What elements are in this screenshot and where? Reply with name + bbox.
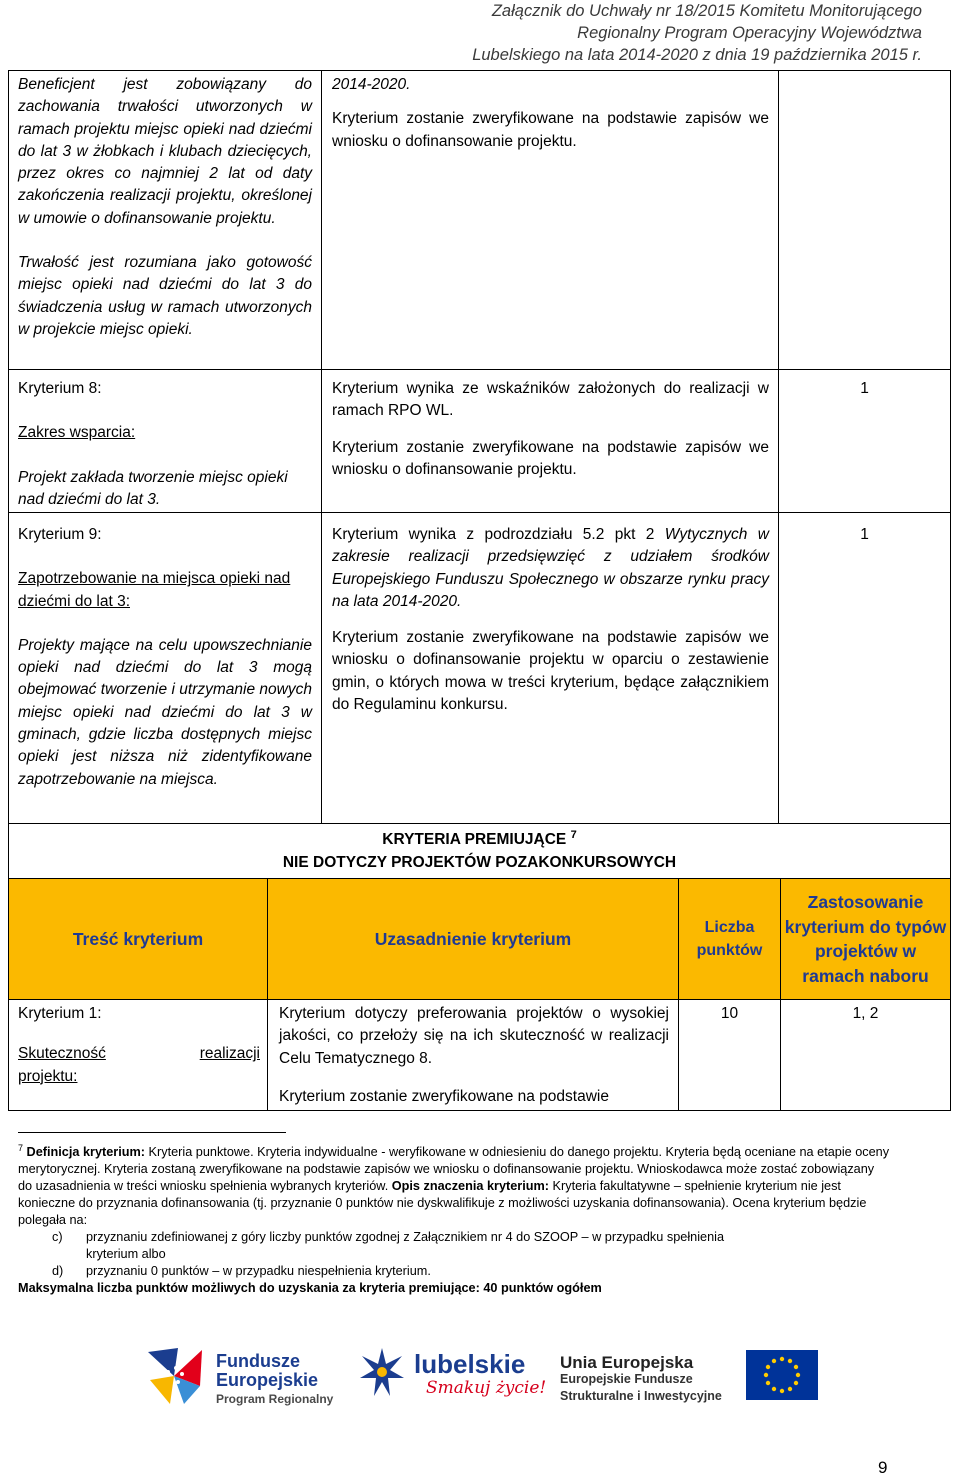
top-row-mid-p1: 2014-2020. bbox=[332, 76, 411, 93]
premium-border-right bbox=[950, 824, 951, 1111]
kryterium-8-left-cell bbox=[18, 378, 312, 511]
kryterium-9-subtitle: Zapotrzebowanie na miejsca opieki nad dziećmi do lat 3: bbox=[18, 570, 291, 610]
kryterium-9-mid-p1 bbox=[332, 524, 769, 613]
fundusze-logo-line-3: Program Regionalny bbox=[216, 1392, 334, 1406]
premium-row-1-title: Kryterium 1: bbox=[18, 1005, 102, 1022]
lubelskie-logo-text bbox=[414, 1350, 546, 1398]
premium-header-liczba: Liczba punktów bbox=[696, 919, 763, 959]
kryterium-8-mid-cell bbox=[332, 378, 769, 481]
premium-border-c1 bbox=[267, 878, 268, 1111]
footnote-max-points: Maksymalna liczba punktów możliwych do uzyskania za kryteria premiujące: 40 punktów ogółem bbox=[18, 1281, 602, 1296]
premium-title-text: KRYTERIA PREMIUJĄCE bbox=[382, 831, 567, 849]
table-row-line-2 bbox=[8, 369, 951, 370]
premium-title bbox=[8, 824, 951, 851]
header-line-3: Lubelskiego na lata 2014-2020 z dnia 19 października 2015 r. bbox=[472, 46, 922, 64]
kryterium-9-mid-p2: Kryterium zostanie zweryfikowane na podstawie zapisów we wniosku o dofinansowanie projektu w oparciu o zestawienie gmin, o których mowa w treści kryterium, będące załącznikiem do Regulaminu konkursu. bbox=[332, 629, 769, 714]
top-row-left-p1: Beneficjent jest zobowiązany do zachowania trwałości utworzonych w ramach projektu miejsc opieki nad dziećmi do lat 3 w żłobkach i klubach dziecięcych, przez okres co najmniej 2 lat od daty zakończenia realizacji projektu, określonej w umowie o dofinansowanie projektu. bbox=[18, 76, 312, 227]
fundusze-logo-line-2: Europejskie bbox=[216, 1370, 319, 1390]
kryterium-8-mid-p1: Kryterium wynika ze wskaźników założonych do realizacji w ramach RPO WL. bbox=[332, 380, 769, 420]
footnote-item-c-text-b: – w przypadku spełnienia bbox=[581, 1230, 724, 1245]
header-line-1: Załącznik do Uchwały nr 18/2015 Komitetu Monitorującego bbox=[491, 2, 922, 20]
footnote-item-d-label: d) bbox=[52, 1264, 64, 1279]
kryterium-8-subtitle: Zakres wsparcia: bbox=[18, 424, 136, 442]
footnote-item-c-text-c: kryterium albo bbox=[86, 1247, 166, 1262]
premium-border-left bbox=[8, 824, 9, 1111]
premium-border-c3 bbox=[780, 878, 781, 1111]
premium-header-zastosowanie: Zastosowanie kryterium do typów projektów w ramach naboru bbox=[784, 892, 947, 986]
unia-logo-line-1: Unia Europejska bbox=[560, 1353, 694, 1372]
footnote-separator bbox=[18, 1132, 286, 1133]
unia-logo-line-2: Europejskie Fundusze bbox=[560, 1372, 693, 1386]
premium-row-1-subtitle-c: projektu: bbox=[18, 1067, 78, 1085]
fundusze-europejskie-logo-icon bbox=[144, 1342, 208, 1406]
footnote-item-d bbox=[18, 1263, 890, 1280]
kryterium-9-title: Kryterium 9: bbox=[18, 526, 102, 543]
premium-row-1-points: 10 bbox=[720, 1005, 739, 1022]
lubelskie-logo-line-1: lubelskie bbox=[414, 1349, 526, 1379]
kryterium-9-mid-cell bbox=[332, 524, 769, 716]
page-header bbox=[322, 0, 922, 66]
footnote-item-c-text-a: przyznaniu zdefiniowanej z góry liczby punktów zgodnej z Załącznikiem nr 4 do SZOOP bbox=[86, 1230, 582, 1245]
footnote-item-c-label: c) bbox=[52, 1230, 63, 1245]
footnote-item-d-text-b: – w przypadku niespełnienia kryterium. bbox=[212, 1264, 431, 1279]
fundusze-logo-line-1: Fundusze bbox=[216, 1351, 300, 1371]
kryterium-8-points: 1 bbox=[860, 380, 869, 397]
footnote-desc-label: Opis znaczenia kryterium: bbox=[391, 1179, 550, 1194]
logo-bar bbox=[0, 1340, 960, 1420]
lubelskie-logo-line-2: Smakuj życie! bbox=[426, 1378, 547, 1398]
footnote-def-label: Definicja kryterium: bbox=[26, 1145, 146, 1160]
premium-footnote-ref[interactable]: 7 bbox=[570, 829, 577, 841]
table-row-line-1 bbox=[8, 70, 951, 71]
kryterium-9-points: 1 bbox=[860, 526, 869, 543]
premium-subtitle: NIE DOTYCZY PROJEKTÓW POZAKONKURSOWYCH bbox=[282, 854, 677, 871]
premium-border-c2 bbox=[678, 878, 679, 1111]
fundusze-logo-text bbox=[216, 1352, 333, 1409]
footnote-item-d-text-a: przyznaniu 0 punktów bbox=[86, 1264, 213, 1279]
premium-row-1-subtitle-a: Skuteczność bbox=[18, 1045, 106, 1063]
top-row-left-cell bbox=[18, 74, 312, 341]
unia-logo-line-3: Strukturalne i Inwestycyjne bbox=[560, 1389, 722, 1403]
table-border-left bbox=[8, 70, 9, 824]
page-number: 9 bbox=[878, 1458, 888, 1477]
kryterium-8-mid-p2: Kryterium zostanie zweryfikowane na podstawie zapisów we wniosku o dofinansowanie projektu. bbox=[332, 438, 769, 478]
premium-row-1-types: 1, 2 bbox=[852, 1005, 879, 1022]
top-row-left-p2: Trwałość jest rozumiana jako gotowość miejsc opieki nad dziećmi do lat 3 do świadczenia usług w ramach utworzonych w projekcie miejsc opieki. bbox=[18, 254, 312, 338]
lubelskie-logo-icon bbox=[356, 1344, 408, 1400]
premium-row-1-subtitle-b: realizacji bbox=[199, 1045, 260, 1063]
kryterium-9-left-cell bbox=[18, 524, 312, 791]
premium-row-1-subtitle bbox=[18, 1043, 260, 1065]
table-border-c1 bbox=[321, 70, 322, 824]
premium-row-1-mid-p1: Kryterium dotyczy preferowania projektów o wysokiej jakości, co przełoży się na ich skuteczność w realizacji Celu Tematycznego 8. bbox=[279, 1005, 669, 1067]
premium-row-1-mid-cell bbox=[279, 1003, 669, 1108]
footnote-desc-text: Kryteria fakultatywne – spełnienie kryterium nie jest konieczne do przyznania dofinansowania (tj. przyznanie 0 punktów nie dyskwalifikuje z możliwości uzyskania dofinansowania). Ocena kryterium będzie polegała na: bbox=[18, 1179, 867, 1228]
kryterium-8-text: Projekt zakłada tworzenie miejsc opieki nad dziećmi do lat 3. bbox=[18, 468, 288, 508]
footnote bbox=[18, 1140, 890, 1297]
footnote-body bbox=[18, 1140, 890, 1229]
top-row-mid-cell bbox=[332, 74, 769, 153]
kryterium-8-title: Kryterium 8: bbox=[18, 380, 102, 397]
top-row-mid-p2: Kryterium zostanie zweryfikowane na podstawie zapisów we wniosku o dofinansowanie projektu. bbox=[332, 110, 769, 150]
kryterium-9-text: Projekty mające na celu upowszechnianie opieki nad dziećmi do lat 3 mogą obejmować tworzenie i utrzymanie nowych miejsc opieki nad dziećmi do lat 3 w gminach, gdzie liczba dostępnych miejsc opieki jest niższa niż zidentyfikowane zapotrzebowanie na miejsca. bbox=[18, 636, 312, 788]
unia-europejska-logo-text bbox=[560, 1354, 722, 1405]
header-line-2: Regionalny Program Operacyjny Województwa bbox=[577, 24, 922, 42]
footnote-def-text: Kryteria punktowe. Kryteria indywidualne - weryfikowane w odniesieniu do danego projektu. Kryteria będą oceniane na etapie oceny merytorycznej. Kryteria zostaną zweryfikowane na podstawie zapisów we wniosku o dofinansowanie projektu. Wnioskodawca może zostać zobowiązany do uzasadnienia w treści wniosku spełnienia wybranych kryteriów. bbox=[18, 1145, 890, 1194]
premium-line-header-bottom bbox=[8, 999, 951, 1000]
premium-header-uzasadnienie: Uzasadnienie kryterium bbox=[374, 928, 572, 949]
kryterium-9-mid-p1-a: Kryterium wynika z podrozdziału 5.2 pkt 2 bbox=[332, 526, 665, 543]
table-row-line-3 bbox=[8, 512, 951, 513]
table-border-c2 bbox=[778, 70, 779, 824]
premium-row-1-mid-p2: Kryterium zostanie zweryfikowane na podstawie bbox=[279, 1087, 609, 1105]
premium-row-1-left-cell bbox=[18, 1003, 260, 1088]
premium-header-treść: Treść kryterium bbox=[72, 928, 204, 949]
eu-flag-icon bbox=[746, 1350, 818, 1400]
footnote-item-c bbox=[18, 1229, 890, 1263]
premium-line-top bbox=[8, 878, 951, 879]
table-border-right bbox=[950, 70, 951, 824]
premium-line-bottom bbox=[8, 1110, 951, 1111]
footnote-number: 7 bbox=[18, 1143, 24, 1153]
kryterium-9-mid-p1-b: Wytycznych w zakresie realizacji przedsięwzięć z udziałem środków Europejskiego Funduszu Społecznego w obszarze rynku pracy na lata 2014-2020. bbox=[332, 526, 769, 610]
